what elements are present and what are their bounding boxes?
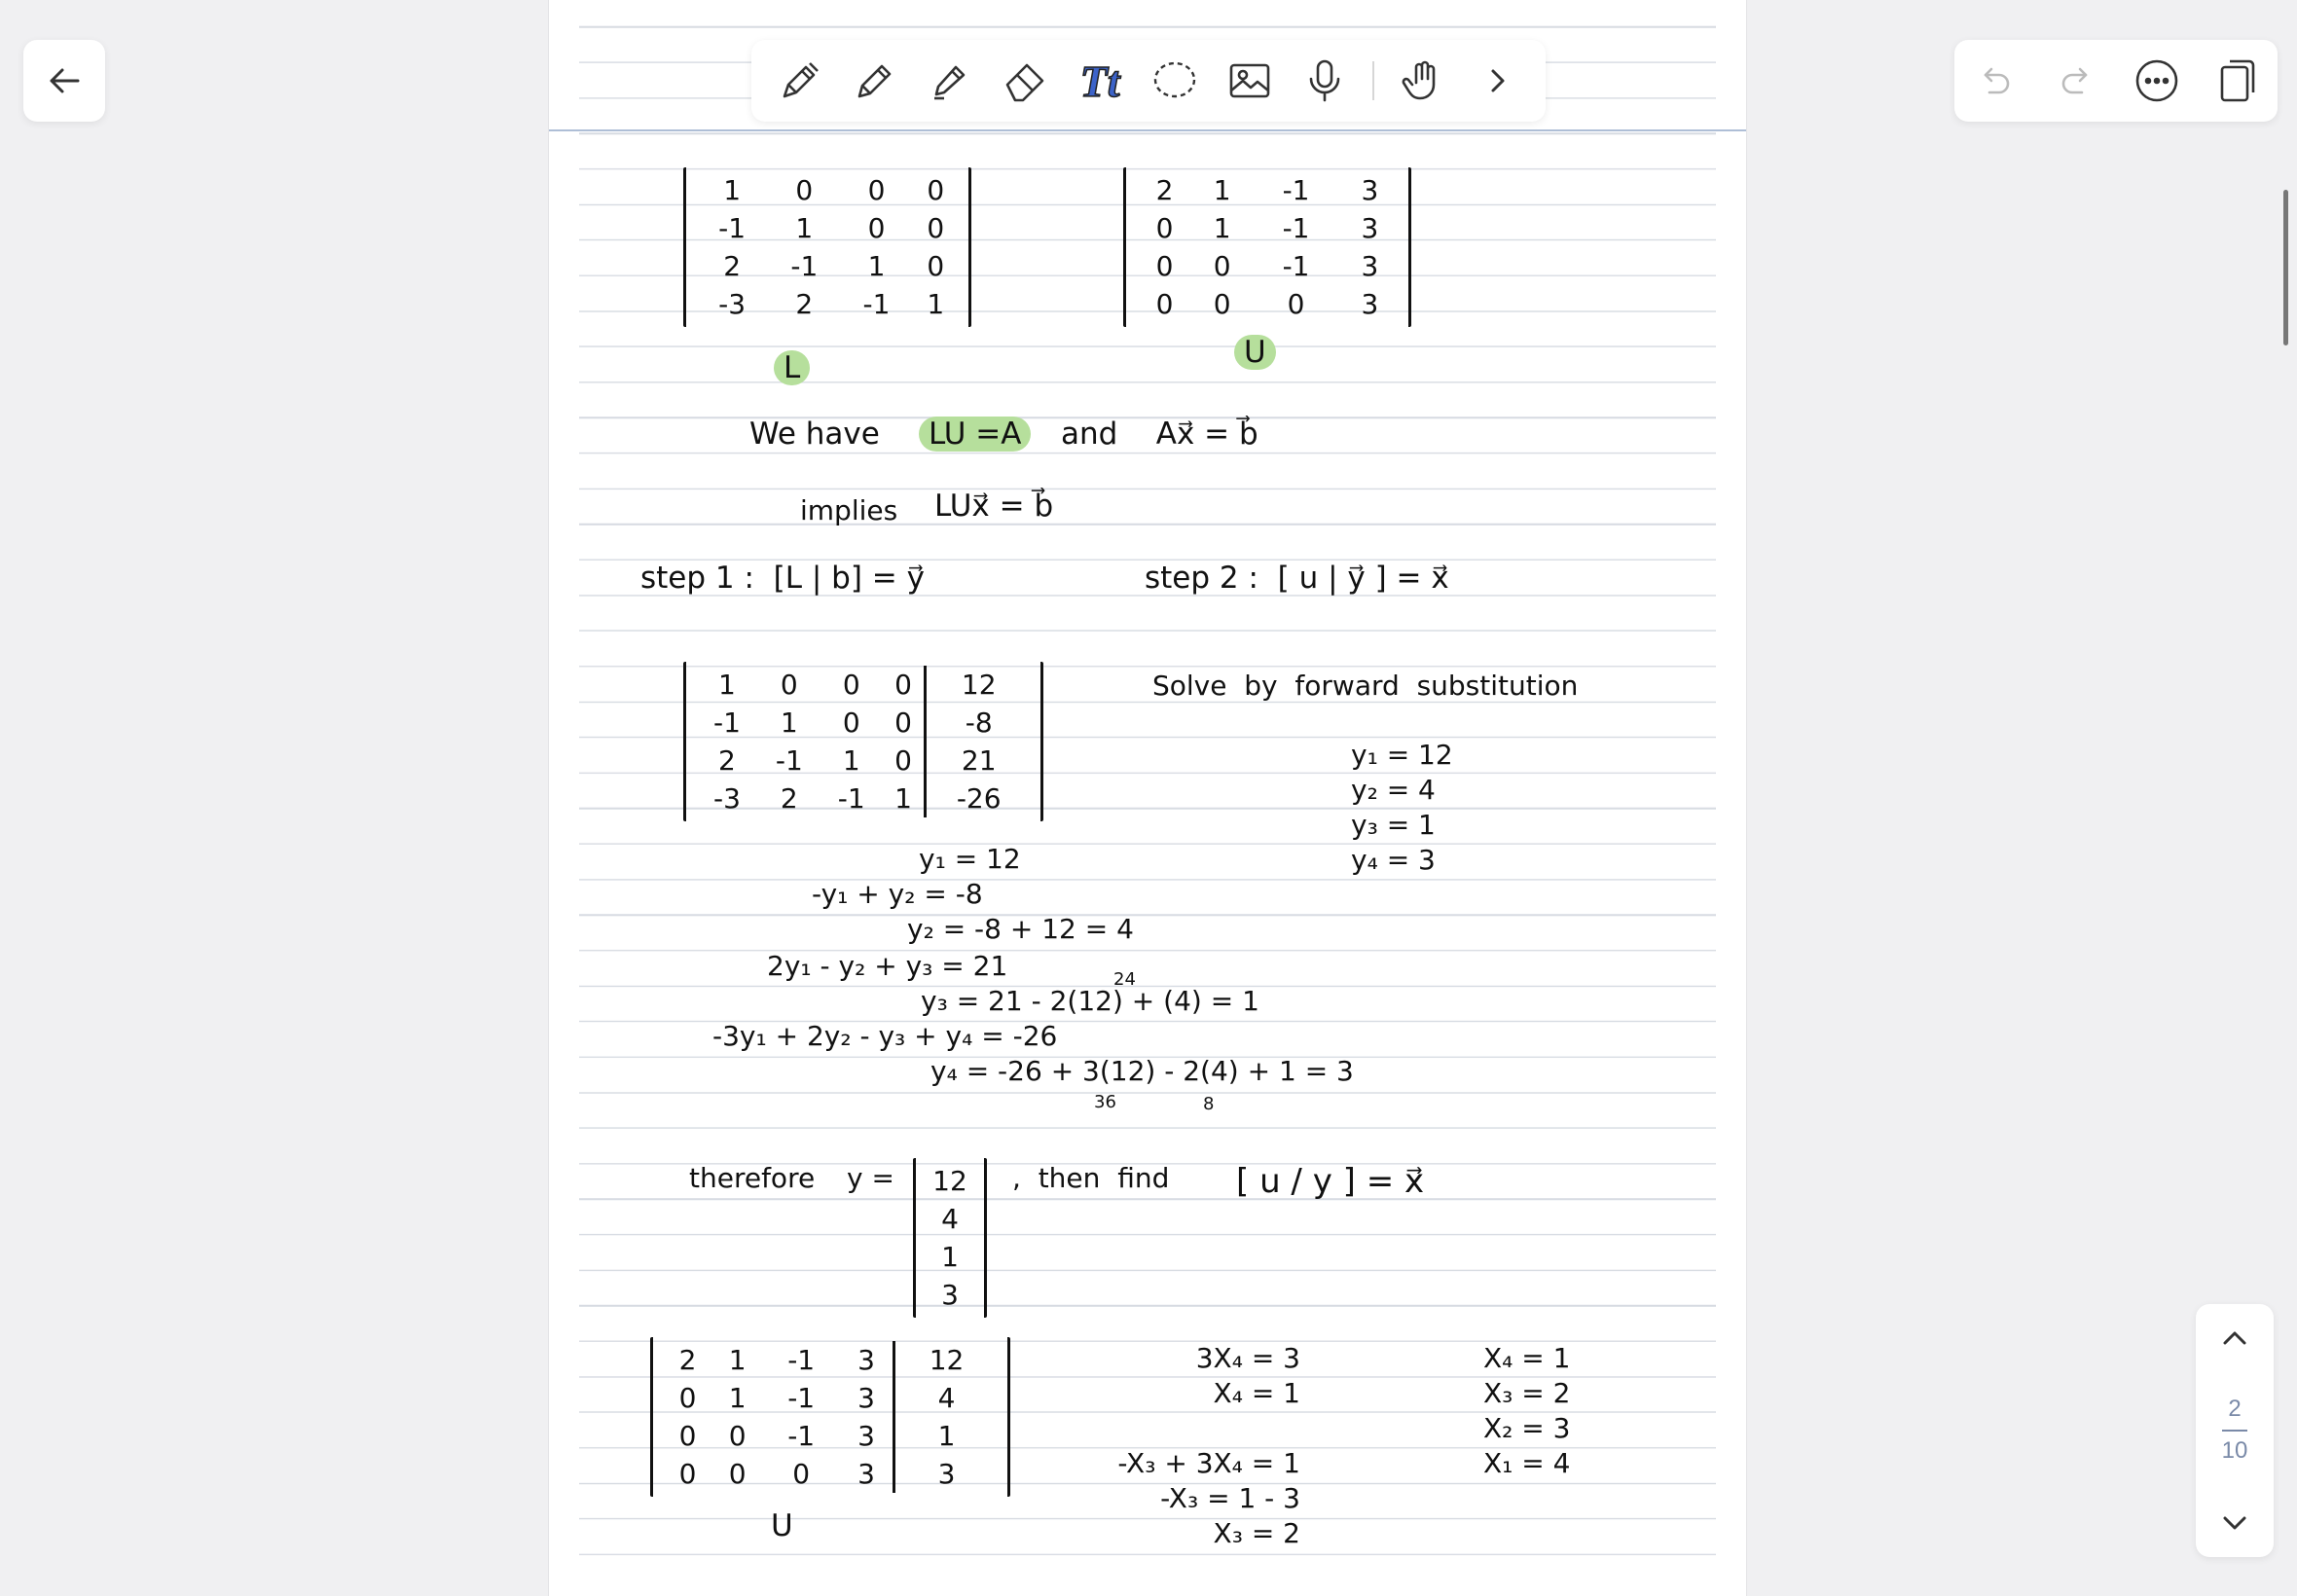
l-label: L xyxy=(774,350,810,385)
chevron-up-icon xyxy=(2219,1324,2250,1355)
pages-button[interactable] xyxy=(2210,54,2265,108)
u-matrix xyxy=(1123,167,1411,327)
eraser-icon xyxy=(1002,57,1048,104)
back-sub-line xyxy=(1115,1411,1300,1446)
augmented-cell: -8 xyxy=(926,704,1031,742)
and-ax-b: and Ax⃗ = b⃗ xyxy=(1061,417,1258,452)
matrix-cell: 1 xyxy=(927,288,945,320)
vector-cell: 4 xyxy=(941,1203,959,1235)
matrix-cell: 0 xyxy=(678,1382,697,1414)
matrix-cell: 3 xyxy=(857,1344,875,1376)
undo-icon xyxy=(1976,61,2015,100)
matrix-row xyxy=(663,1417,998,1455)
x-result-line: X₁ = 4 xyxy=(1483,1447,1571,1479)
pen-tool-button[interactable] xyxy=(773,54,827,108)
then-find: , then find xyxy=(1012,1162,1170,1194)
matrix-cell: 1 xyxy=(780,707,798,739)
page-indicator xyxy=(2222,1396,2248,1466)
ellipsis-circle-icon xyxy=(2133,57,2180,104)
matrix-row xyxy=(1136,247,1399,285)
work-line-2: -y₁ + y₂ = -8 xyxy=(812,878,983,910)
matrix-cell: 0 xyxy=(728,1420,747,1452)
matrix-cell: 0 xyxy=(927,212,945,244)
augmented-l-matrix xyxy=(683,662,1043,821)
anno-8: 8 xyxy=(1203,1094,1215,1114)
matrix-cell: 0 xyxy=(728,1458,747,1490)
microphone-tool-button[interactable] xyxy=(1297,54,1352,108)
work-line-6: -3y₁ + 2y₂ - y₃ + y₄ = -26 xyxy=(712,1020,1058,1052)
y-result-line: y₃ = 1 xyxy=(1351,809,1436,841)
matrix-cell: 2 xyxy=(723,250,742,282)
toolbar-separator xyxy=(1372,61,1374,100)
back-sub-line: X₃ = 2 xyxy=(1213,1517,1300,1549)
matrix-row xyxy=(696,171,959,209)
implies-equation: LUx⃗ = b⃗ xyxy=(934,489,1054,524)
matrix-cell: 2 xyxy=(718,744,736,777)
x-result-line: X₃ = 2 xyxy=(1483,1377,1571,1409)
matrix-row xyxy=(663,1455,998,1493)
matrix-cell: 0 xyxy=(678,1420,697,1452)
matrix-cell: -1 xyxy=(1282,212,1310,244)
u-y-equals-x: [ u / y ] = x⃗ xyxy=(1236,1162,1425,1201)
matrix-cell: -1 xyxy=(712,707,741,739)
matrix-cell: 3 xyxy=(1361,174,1379,206)
vector-row xyxy=(926,1162,974,1200)
y-vector xyxy=(913,1158,987,1318)
scrollbar-thumb[interactable] xyxy=(2283,190,2288,345)
y-result-line: y₂ = 4 xyxy=(1351,774,1436,806)
matrix-cell: 0 xyxy=(867,212,886,244)
anno-36: 36 xyxy=(1094,1092,1116,1112)
back-sub-line: 3X₄ = 3 xyxy=(1195,1342,1300,1374)
matrix-cell: -3 xyxy=(718,288,747,320)
matrix-cell: 0 xyxy=(1213,288,1231,320)
augmented-u-matrix xyxy=(650,1337,1010,1497)
augmented-cell: 4 xyxy=(894,1379,998,1417)
u-label: U xyxy=(1234,335,1276,370)
next-page-button[interactable] xyxy=(2219,1506,2250,1538)
matrix-cell: 0 xyxy=(894,669,912,701)
vector-row xyxy=(926,1200,974,1238)
matrix-row xyxy=(696,780,1031,817)
matrix-cell: 0 xyxy=(867,174,886,206)
matrix-cell: 1 xyxy=(894,782,912,815)
matrix-cell: -1 xyxy=(1282,174,1310,206)
matrix-cell: 1 xyxy=(867,250,886,282)
undo-button[interactable] xyxy=(1968,54,2023,108)
matrix-row xyxy=(696,285,959,323)
matrix-cell: 1 xyxy=(842,744,860,777)
matrix-cell: 0 xyxy=(894,744,912,777)
arrow-left-icon xyxy=(45,61,84,100)
vector-cell: 3 xyxy=(941,1279,959,1311)
matrix-cell: 1 xyxy=(718,669,736,701)
back-sub-line: -X₃ + 3X₄ = 1 xyxy=(1117,1447,1300,1479)
pencil-tool-button[interactable] xyxy=(848,54,902,108)
matrix-row xyxy=(1136,171,1399,209)
matrix-cell: -1 xyxy=(787,1344,816,1376)
page-fraction-line xyxy=(2222,1430,2247,1432)
augmented-cell: 12 xyxy=(926,666,1031,704)
x-result-line: X₄ = 1 xyxy=(1483,1342,1571,1374)
work-line-5: y₃ = 21 - 2(12) + (4) = 1 xyxy=(921,985,1259,1017)
matrix-cell: 0 xyxy=(1155,288,1174,320)
solve-by-forward-substitution: Solve by forward substitution xyxy=(1152,670,1579,702)
lu-equals-a: LU =A xyxy=(919,417,1031,452)
page-divider xyxy=(549,129,1746,131)
augmented-cell: 1 xyxy=(894,1417,998,1455)
matrix-cell: 2 xyxy=(1155,174,1174,206)
augmented-cell: 12 xyxy=(894,1341,998,1379)
matrix-cell: 0 xyxy=(842,669,860,701)
augmented-cell: 3 xyxy=(894,1455,998,1493)
matrix-cell: 1 xyxy=(795,212,814,244)
matrix-cell: -3 xyxy=(712,782,741,815)
matrix-cell: 3 xyxy=(857,1382,875,1414)
matrix-row xyxy=(1136,285,1399,323)
matrix-cell: 1 xyxy=(1213,212,1231,244)
matrix-cell: 0 xyxy=(927,174,945,206)
document-actions-bar xyxy=(1954,40,2278,122)
we-have-text: We have xyxy=(749,417,880,452)
matrix-cell: -1 xyxy=(787,1420,816,1452)
matrix-cell: -1 xyxy=(1282,250,1310,282)
image-icon xyxy=(1226,57,1273,104)
augmented-cell: -26 xyxy=(926,780,1031,817)
matrix-cell: 1 xyxy=(728,1382,747,1414)
matrix-cell: -1 xyxy=(775,744,803,777)
drawing-toolbar xyxy=(751,40,1546,122)
vector-cell: 12 xyxy=(932,1165,967,1197)
vector-row xyxy=(926,1276,974,1314)
matrix-row xyxy=(696,666,1031,704)
matrix-cell: -1 xyxy=(790,250,819,282)
back-substitution xyxy=(1115,1341,1300,1551)
matrix-cell: 0 xyxy=(1287,288,1305,320)
matrix-cell: 2 xyxy=(780,782,798,815)
page-navigator xyxy=(2196,1304,2274,1557)
x-results xyxy=(1483,1341,1570,1481)
matrix-cell: 3 xyxy=(1361,212,1379,244)
image-tool-button[interactable] xyxy=(1222,54,1277,108)
matrix-cell: -1 xyxy=(718,212,747,244)
matrix-cell: 3 xyxy=(857,1458,875,1490)
u-label-2: U xyxy=(771,1508,793,1543)
matrix-row xyxy=(696,247,959,285)
matrix-cell: 0 xyxy=(795,174,814,206)
matrix-row xyxy=(696,209,959,247)
work-line-1: y₁ = 12 xyxy=(919,843,1021,875)
augmented-cell: 21 xyxy=(926,742,1031,780)
previous-page-button[interactable] xyxy=(2219,1324,2250,1355)
lasso-icon xyxy=(1150,56,1199,105)
matrix-cell: 0 xyxy=(842,707,860,739)
therefore-text: therefore xyxy=(689,1162,816,1194)
more-options-button[interactable] xyxy=(2130,54,2184,108)
chevron-down-icon xyxy=(2219,1506,2250,1538)
microphone-icon xyxy=(1301,57,1348,104)
matrix-cell: 0 xyxy=(1213,250,1231,282)
matrix-cell: 0 xyxy=(1155,250,1174,282)
lasso-tool-button[interactable] xyxy=(1148,54,1202,108)
redo-button[interactable] xyxy=(2049,54,2103,108)
vector-cell: 1 xyxy=(941,1241,959,1273)
matrix-row xyxy=(1136,209,1399,247)
matrix-cell: 0 xyxy=(792,1458,811,1490)
step-2: step 2 : [ u | y⃗ ] = x⃗ xyxy=(1145,561,1449,596)
l-matrix xyxy=(683,167,971,327)
work-line-4: 2y₁ - y₂ + y₃ = 21 xyxy=(767,950,1008,982)
pencil-icon xyxy=(852,57,898,104)
matrix-cell: 0 xyxy=(894,707,912,739)
matrix-cell: 3 xyxy=(1361,288,1379,320)
matrix-cell: -1 xyxy=(787,1382,816,1414)
matrix-cell: 0 xyxy=(678,1458,697,1490)
matrix-cell: 2 xyxy=(678,1344,697,1376)
matrix-cell: 1 xyxy=(723,174,742,206)
more-tools-button[interactable] xyxy=(1470,54,1524,108)
hand-pointer-icon xyxy=(1399,57,1445,104)
matrix-cell: -1 xyxy=(862,288,891,320)
hand-tool-button[interactable] xyxy=(1395,54,1449,108)
vector-row xyxy=(926,1238,974,1276)
redo-icon xyxy=(2057,61,2096,100)
work-line-7: y₄ = -26 + 3(12) - 2(4) + 1 = 3 xyxy=(930,1055,1354,1087)
back-button[interactable] xyxy=(23,40,105,122)
chevron-right-icon xyxy=(1481,65,1513,96)
highlighter-tool-button[interactable] xyxy=(923,54,977,108)
matrix-cell: 1 xyxy=(1213,174,1231,206)
text-tool-label: Tt xyxy=(1079,55,1120,106)
matrix-cell: 3 xyxy=(857,1420,875,1452)
implies-text: implies xyxy=(800,494,898,526)
step-1: step 1 : [L | b] = y⃗ xyxy=(640,561,925,596)
current-page: 2 xyxy=(2228,1396,2242,1423)
y-result-line: y₄ = 3 xyxy=(1351,844,1436,876)
matrix-cell: 3 xyxy=(1361,250,1379,282)
total-pages: 10 xyxy=(2221,1437,2248,1464)
x-result-line: X₂ = 3 xyxy=(1483,1412,1571,1444)
matrix-cell: 2 xyxy=(795,288,814,320)
copy-pages-icon xyxy=(2216,57,2259,104)
matrix-cell: 1 xyxy=(728,1344,747,1376)
matrix-row xyxy=(696,704,1031,742)
work-line-3: y₂ = -8 + 12 = 4 xyxy=(907,913,1134,945)
anno-24: 24 xyxy=(1113,969,1136,990)
matrix-row xyxy=(663,1379,998,1417)
matrix-cell: 0 xyxy=(927,250,945,282)
pen-icon xyxy=(777,57,823,104)
matrix-row xyxy=(696,742,1031,780)
back-sub-line: X₄ = 1 xyxy=(1213,1377,1300,1409)
matrix-cell: 0 xyxy=(1155,212,1174,244)
y-result-line: y₁ = 12 xyxy=(1351,739,1453,771)
text-tool-button[interactable] xyxy=(1073,54,1127,108)
back-sub-line: -X₃ = 1 - 3 xyxy=(1160,1482,1300,1514)
y-equals: y = xyxy=(847,1162,894,1194)
eraser-tool-button[interactable] xyxy=(998,54,1052,108)
matrix-cell: -1 xyxy=(837,782,865,815)
matrix-cell: 0 xyxy=(780,669,798,701)
matrix-row xyxy=(663,1341,998,1379)
highlighter-icon xyxy=(927,57,973,104)
y-results xyxy=(1351,738,1453,878)
